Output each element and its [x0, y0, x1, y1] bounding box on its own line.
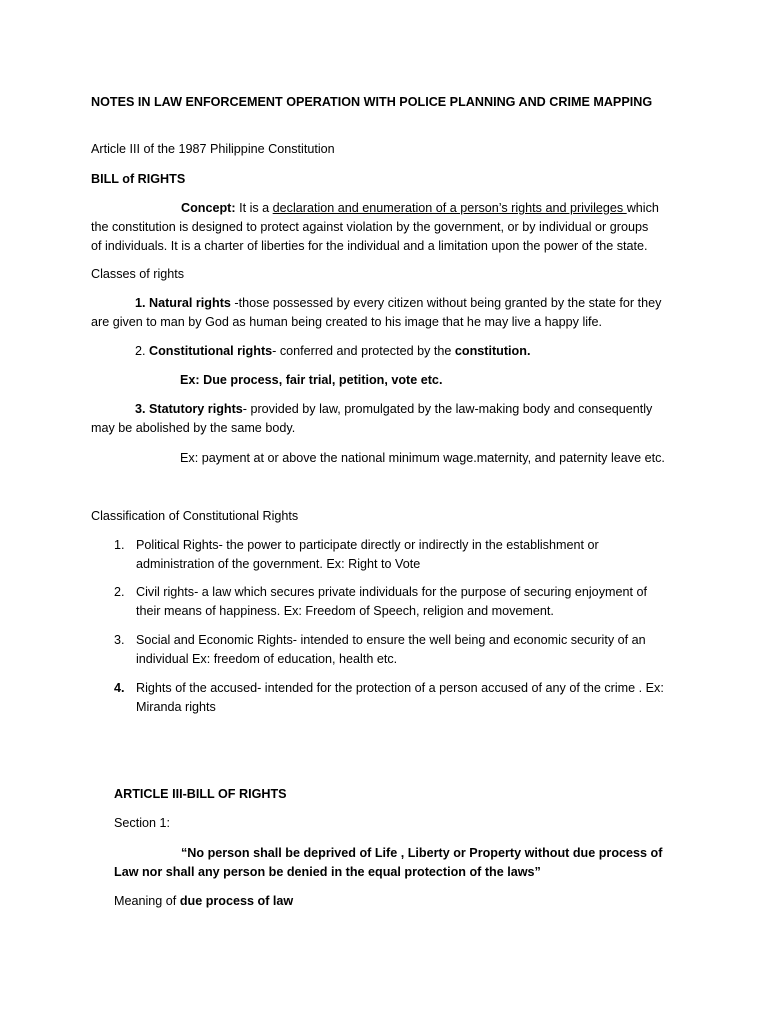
bill-heading: BILL of RIGHTS [91, 172, 186, 186]
class-item-constitutional [135, 342, 695, 361]
class-item-natural [91, 294, 671, 332]
article-heading: ARTICLE III-BILL OF RIGHTS [114, 787, 287, 801]
list-item-text: Social and Economic Rights- intended to ensure the well being and economic security of an individual Ex: freedom of education, health etc. [136, 633, 646, 666]
class-term: Constitutional rights [149, 344, 273, 358]
due-process-term: due process of law [179, 894, 294, 908]
concept-text: It is a [235, 201, 273, 215]
list-item [114, 583, 674, 621]
concept-underlined: declaration and enumeration of a person’s rights and privileges [272, 201, 627, 215]
class-number: 3. [135, 402, 150, 416]
list-item [114, 536, 674, 574]
document-title: NOTES IN LAW ENFORCEMENT OPERATION WITH POLICE PLANNING AND CRIME MAPPING [91, 95, 653, 109]
section-label: Section 1: [114, 816, 171, 830]
list-item-text: Civil rights- a law which secures private individuals for the purpose of securing enjoyment of their means of happiness. Ex: Freedom of Speech, religion and movement. [136, 585, 647, 618]
class-term: Natural rights [149, 296, 231, 310]
list-number: 3. [114, 633, 125, 647]
concept-text: which the constitution is designed to protect against violation by the government, or by individual or groups of individuals. It is a charter of liberties for the individual and a limitation upon the power of the state. [91, 201, 659, 253]
list-item [114, 631, 674, 669]
list-item-text: Rights of the accused- intended for the protection of a person accused of any of the crime . Ex: Miranda rights [136, 681, 664, 714]
class-number: 1. [135, 296, 150, 310]
section-quote: “No person shall be deprived of Life , Liberty or Property without due process of Law nor shall any person be denied in the equal protection of the laws” [114, 846, 663, 879]
list-number: 2. [114, 585, 125, 599]
concept-paragraph [91, 199, 661, 256]
class-number: 2. [135, 344, 150, 358]
article-reference: Article III of the 1987 Philippine Constitution [91, 142, 335, 156]
class-term: Statutory rights [149, 402, 243, 416]
class-text: - conferred and protected by the [272, 344, 455, 358]
list-number: 4. [114, 681, 125, 695]
concept-label: Concept: [181, 201, 236, 215]
example-statutory: Ex: payment at or above the national minimum wage.maternity, and paternity leave etc. [180, 451, 665, 465]
classes-heading: Classes of rights [91, 267, 185, 281]
example-constitutional: Ex: Due process, fair trial, petition, vote etc. [180, 373, 443, 387]
list-number: 1. [114, 538, 125, 552]
due-process-text: Meaning of [114, 894, 180, 908]
class-item-statutory [91, 400, 671, 438]
class-text: - provided by law, promulgated by the law-making body and consequently may be abolished by the same body. [91, 402, 653, 435]
class-text-bold: constitution. [454, 344, 531, 358]
list-item-text: Political Rights- the power to participate directly or indirectly in the establishment or administration of the government. Ex: Right to Vote [136, 538, 599, 571]
list-item [114, 679, 674, 717]
classification-heading: Classification of Constitutional Rights [91, 509, 299, 523]
due-process-heading [114, 892, 714, 911]
class-text: -those possessed by every citizen without being granted by the state for they are given to man by God as human being created to his image that he may live a happy life. [91, 296, 662, 329]
